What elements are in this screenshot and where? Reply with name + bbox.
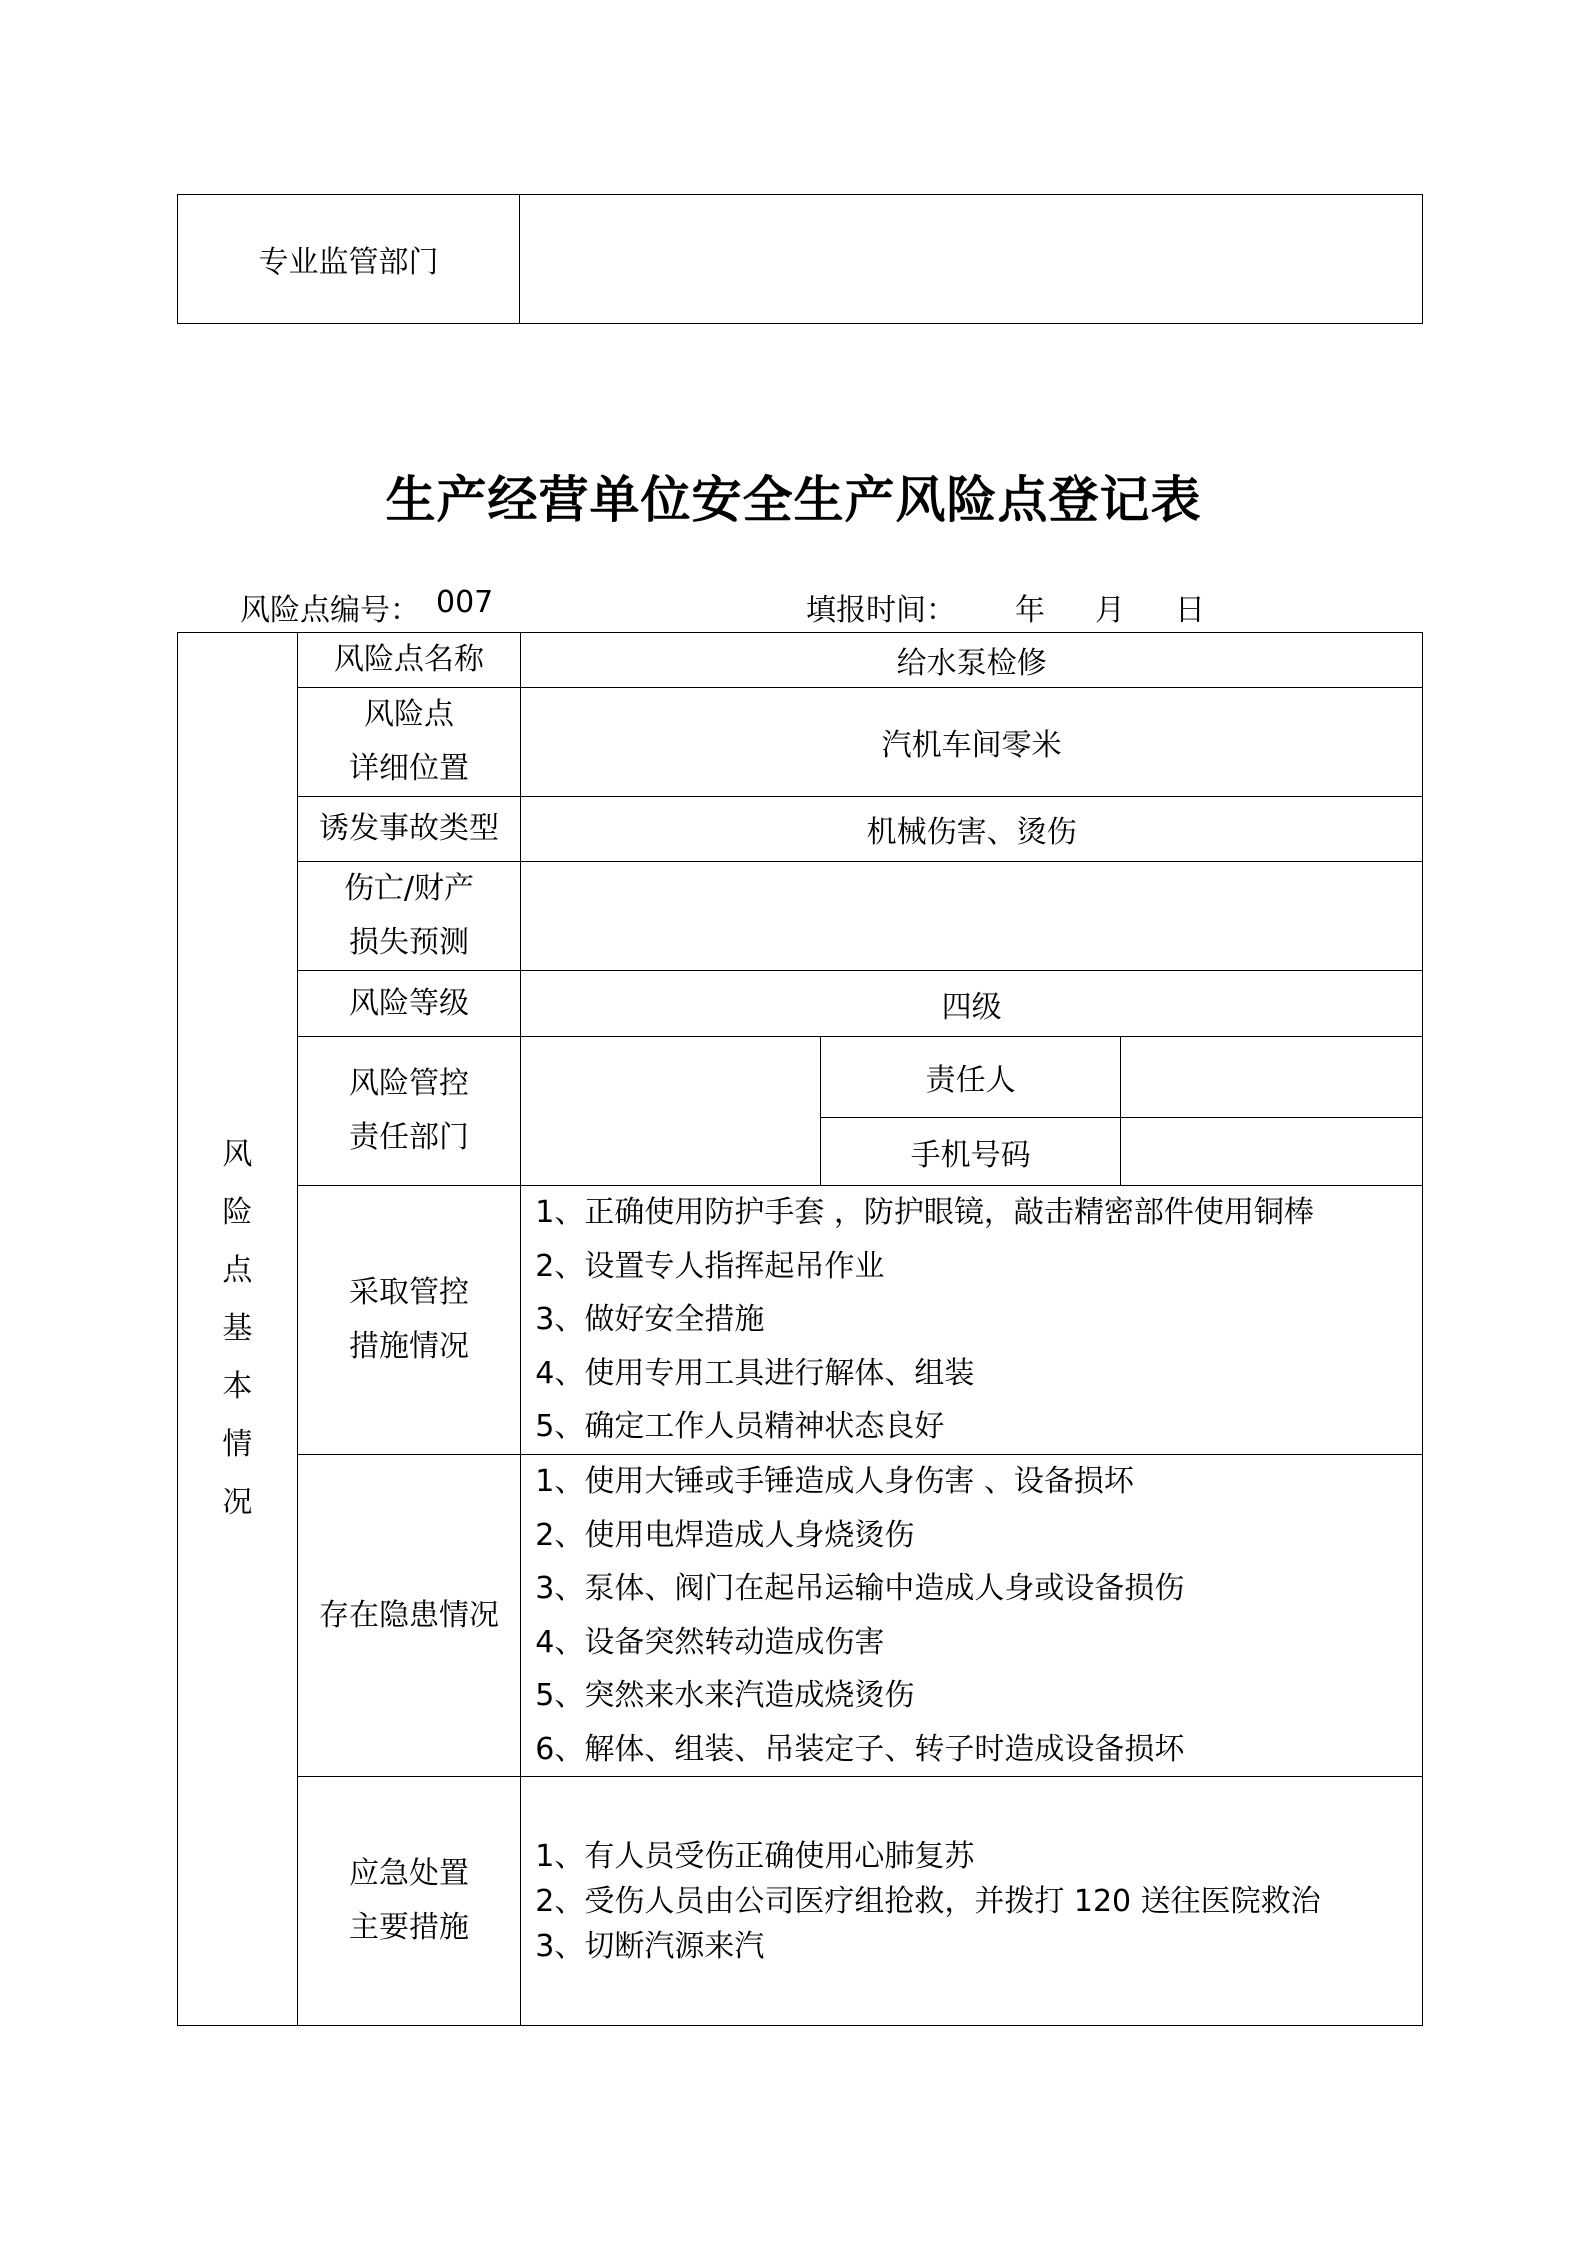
report-date-label: 填报时间： bbox=[806, 593, 956, 628]
emergency-measures-list bbox=[521, 1777, 1423, 2026]
report-year: 年 bbox=[1015, 593, 1045, 628]
hazards-label: 存在隐患情况 bbox=[297, 1455, 521, 1777]
list-item: 3、切断汽源来汽 bbox=[535, 1928, 765, 1964]
control-measures-list bbox=[521, 1186, 1423, 1455]
control-dept-label: 风险管控 责任部门 bbox=[297, 1037, 521, 1186]
risk-name-label: 风险点名称 bbox=[297, 633, 521, 688]
responsible-person-value[interactable] bbox=[1121, 1037, 1423, 1118]
supervision-dept-value[interactable] bbox=[520, 195, 1423, 324]
list-item: 5、确定工作人员精神状态良好 bbox=[535, 1409, 945, 1445]
risk-location-label: 风险点 详细位置 bbox=[297, 688, 521, 797]
report-day: 日 bbox=[1175, 593, 1205, 628]
list-item: 1、正确使用防护手套 ，防护眼镜，敲击精密部件使用铜棒 bbox=[535, 1195, 1314, 1231]
list-item: 5、突然来水来汽造成烧烫伤 bbox=[535, 1678, 915, 1713]
phone-value[interactable] bbox=[1121, 1118, 1423, 1186]
loss-forecast-value[interactable] bbox=[521, 862, 1423, 971]
list-item: 1、使用大锤或手锤造成人身伤害 、设备损坏 bbox=[535, 1464, 1134, 1499]
document-title: 生产经营单位安全生产风险点登记表 bbox=[385, 471, 1202, 529]
phone-label: 手机号码 bbox=[821, 1118, 1121, 1186]
list-item: 1、有人员受伤正确使用心肺复苏 bbox=[535, 1838, 975, 1874]
list-item: 4、设备突然转动造成伤害 bbox=[535, 1624, 885, 1660]
list-item: 3、泵体、阀门在起吊运输中造成人身或设备损伤 bbox=[535, 1571, 1185, 1606]
hazards-list bbox=[521, 1455, 1423, 1777]
risk-location-value[interactable]: 汽机车间零米 bbox=[521, 688, 1423, 797]
risk-number-label: 风险点编号： bbox=[240, 593, 420, 628]
responsible-person-label: 责任人 bbox=[821, 1037, 1121, 1118]
report-month: 月 bbox=[1095, 593, 1125, 628]
supervision-dept-label: 专业监管部门 bbox=[178, 195, 520, 324]
list-item: 2、设置专人指挥起吊作业 bbox=[535, 1248, 885, 1284]
section-label-basic-info: 风 险 点 基 本 情 况 bbox=[178, 633, 298, 2026]
risk-register-table bbox=[177, 632, 1423, 2026]
risk-level-label: 风险等级 bbox=[297, 971, 521, 1037]
emergency-measures-label: 应急处置 主要措施 bbox=[297, 1777, 521, 2026]
risk-level-value[interactable]: 四级 bbox=[521, 971, 1423, 1037]
form-meta-row bbox=[240, 585, 1340, 629]
risk-name-value[interactable]: 给水泵检修 bbox=[521, 633, 1423, 688]
list-item: 4、使用专用工具进行解体、组装 bbox=[535, 1355, 975, 1391]
accident-type-value[interactable]: 机械伤害、烫伤 bbox=[521, 797, 1423, 862]
risk-number-value: 007 bbox=[436, 585, 494, 620]
list-item: 6、解体、组装、吊装定子、转子时造成设备损坏 bbox=[535, 1731, 1185, 1767]
list-item: 2、使用电焊造成人身烧烫伤 bbox=[535, 1517, 915, 1553]
accident-type-label: 诱发事故类型 bbox=[297, 797, 521, 862]
supervision-table bbox=[177, 194, 1423, 324]
list-item: 3、做好安全措施 bbox=[535, 1302, 765, 1338]
loss-forecast-label: 伤亡/财产 损失预测 bbox=[297, 862, 521, 971]
list-item: 2、受伤人员由公司医疗组抢救，并拨打 120 送往医院救治 bbox=[535, 1883, 1321, 1919]
control-dept-value[interactable] bbox=[521, 1037, 821, 1186]
control-measures-label: 采取管控 措施情况 bbox=[297, 1186, 521, 1455]
